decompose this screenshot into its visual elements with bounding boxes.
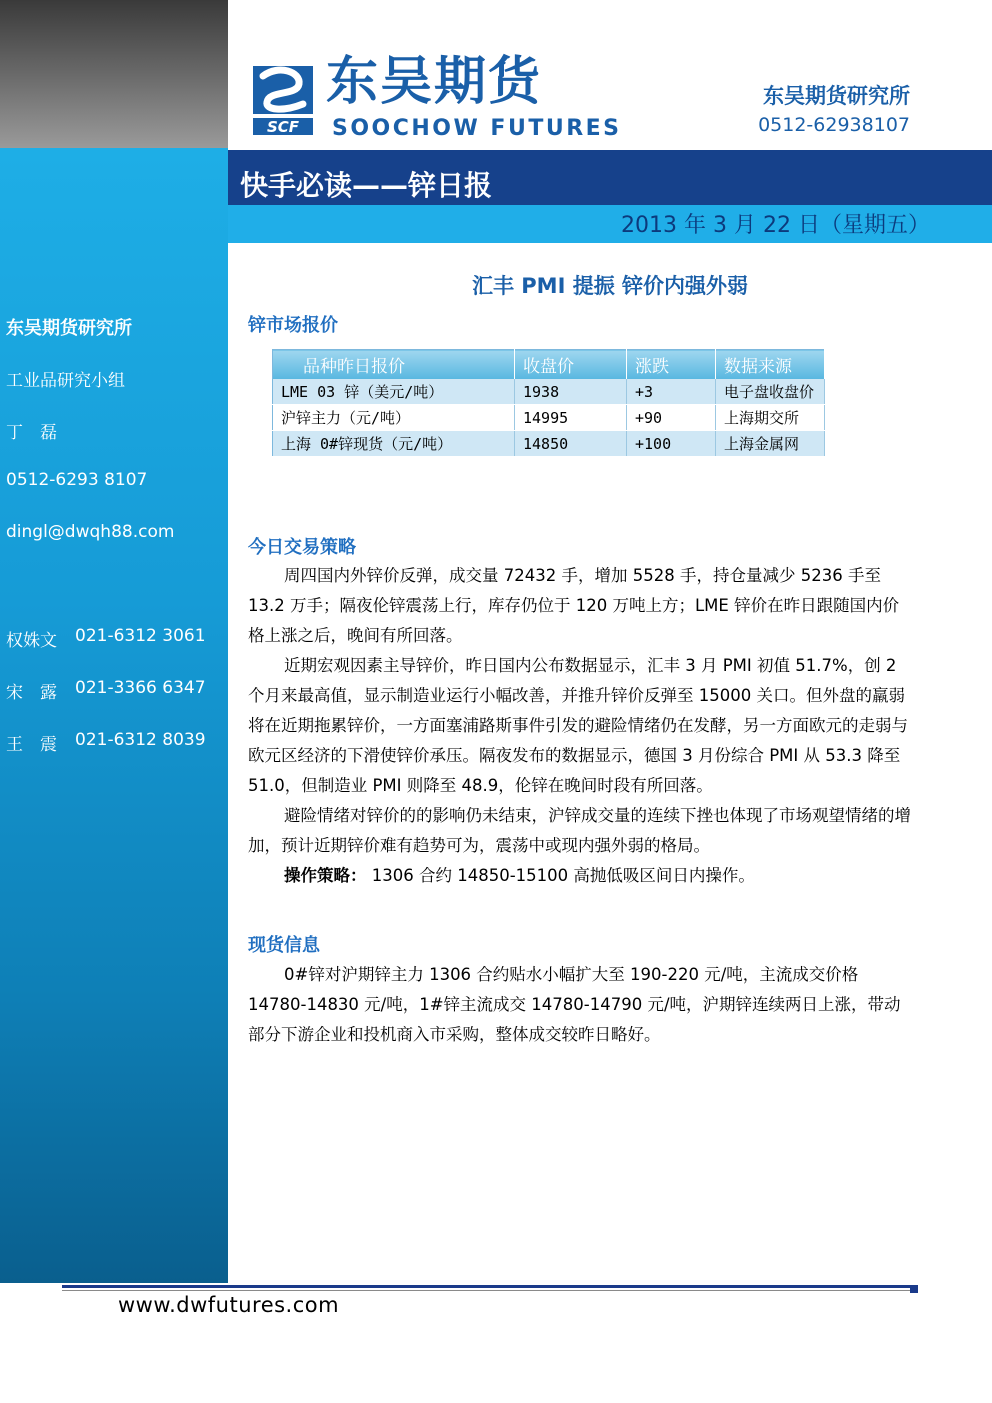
section-heading-market: 锌市场报价 <box>248 315 338 336</box>
spot-paragraph: 0#锌对沪期锌主力 1306 合约贴水小幅扩大至 190-220 元/吨，主流成交价格 14780-14830 元/吨，1#锌主流成交 14780-14790 元/吨，沪期锌连续两日上涨，带动部分下游企业和投机商入市采购，整体成交较昨日略好。 <box>248 965 901 1044</box>
logo-english: SOOCHOW FUTURES <box>332 116 622 141</box>
footer-url-link[interactable]: www.dwfutures.com <box>118 1293 340 1317</box>
contact-name: 宋 露 <box>6 683 57 703</box>
table-cell: 上海期交所 <box>716 405 825 431</box>
header-org-name: 东吴期货研究所 <box>763 84 910 108</box>
table-cell: LME 03 锌（美元/吨） <box>273 379 515 405</box>
strategy-paragraph: 避险情绪对锌价的的影响仍未结束，沪锌成交量的连续下挫也体现了市场观望情绪的增加，预计近期锌价难有趋势可为，震荡中或现内强外弱的格局。 <box>248 806 911 855</box>
logo-mark-icon <box>249 62 317 138</box>
operation-text: 1306 合约 14850-15100 高抛低吸区间日内操作。 <box>366 866 755 885</box>
contact-phone: 021-3366 6347 <box>75 678 206 698</box>
sidebar <box>0 148 228 1283</box>
table-header-row <box>273 350 825 380</box>
sidebar-analyst-phone: 0512-6293 8107 <box>6 470 148 490</box>
section-heading-strategy: 今日交易策略 <box>248 537 356 558</box>
table-row <box>273 405 825 431</box>
contact-name: 王 震 <box>6 735 57 755</box>
footer-divider-end <box>910 1285 918 1293</box>
header-org-phone: 0512-62938107 <box>758 114 910 136</box>
sidebar-analyst-email[interactable]: dingl@dwqh88.com <box>6 522 175 542</box>
table-row <box>273 431 825 457</box>
table-cell: 上海 0#锌现货（元/吨） <box>273 431 515 457</box>
report-headline: 汇丰 PMI 提振 锌价内强外弱 <box>471 274 749 298</box>
section-heading-spot: 现货信息 <box>248 935 320 956</box>
contact-name: 权姝文 <box>6 631 57 651</box>
table-cell: 沪锌主力（元/吨） <box>273 405 515 431</box>
table-cell: +3 <box>627 379 716 405</box>
report-title: 快手必读——锌日报 <box>240 169 493 202</box>
sidebar-group: 工业品研究小组 <box>6 371 125 391</box>
table-cell: 上海金属网 <box>716 431 825 457</box>
table-cell: 电子盘收盘价 <box>716 379 825 405</box>
contact-phone: 021-6312 8039 <box>75 730 206 750</box>
table-cell: 14850 <box>515 431 627 457</box>
table-cell: +90 <box>627 405 716 431</box>
footer-divider <box>62 1285 912 1288</box>
logo-mark-text: SCF <box>266 118 300 136</box>
table-header: 涨跌 <box>627 350 716 380</box>
table-cell: 14995 <box>515 405 627 431</box>
report-date: 2013 年 3 月 22 日（星期五） <box>621 213 930 238</box>
sidebar-top-block <box>0 0 228 148</box>
table-header: 收盘价 <box>515 350 627 380</box>
contact-phone: 021-6312 3061 <box>75 626 206 646</box>
price-table <box>272 349 825 457</box>
table-header: 品种昨日报价 <box>273 350 515 380</box>
table-row <box>273 379 825 405</box>
strategy-paragraph: 近期宏观因素主导锌价，昨日国内公布数据显示，汇丰 3 月 PMI 初值 51.7%，创 2 个月来最高值，显示制造业运行小幅改善，并推升锌价反弹至 15000 关口。但外盘的羸弱将在近期拖累锌价，一方面塞浦路斯事件引发的避险情绪仍在发酵，另一方面欧元的走弱与欧元区经济的下滑使锌价承压。隔夜发布的数据显示，德国 3 月份综合 PMI 从 53.3 降至 51.0，但制造业 PMI 则降至 48.9，伦锌在晚间时段有所回落。 <box>248 656 908 795</box>
logo-chinese: 东吴期货 <box>326 52 543 112</box>
sidebar-analyst: 丁 磊 <box>6 423 57 443</box>
operation-strategy <box>248 861 912 891</box>
table-cell: +100 <box>627 431 716 457</box>
operation-label: 操作策略： <box>284 866 367 885</box>
sidebar-org: 东吴期货研究所 <box>6 318 132 339</box>
table-header: 数据来源 <box>716 350 825 380</box>
strategy-paragraph: 周四国内外锌价反弹，成交量 72432 手，增加 5528 手，持仓量减少 5236 手至 13.2 万手；隔夜伦锌震荡上行，库存仍位于 120 万吨上方；LME 锌价在昨日跟随国内价格上涨之后，晚间有所回落。 <box>248 566 900 645</box>
table-cell: 1938 <box>515 379 627 405</box>
footer-divider-thin <box>62 1290 912 1291</box>
